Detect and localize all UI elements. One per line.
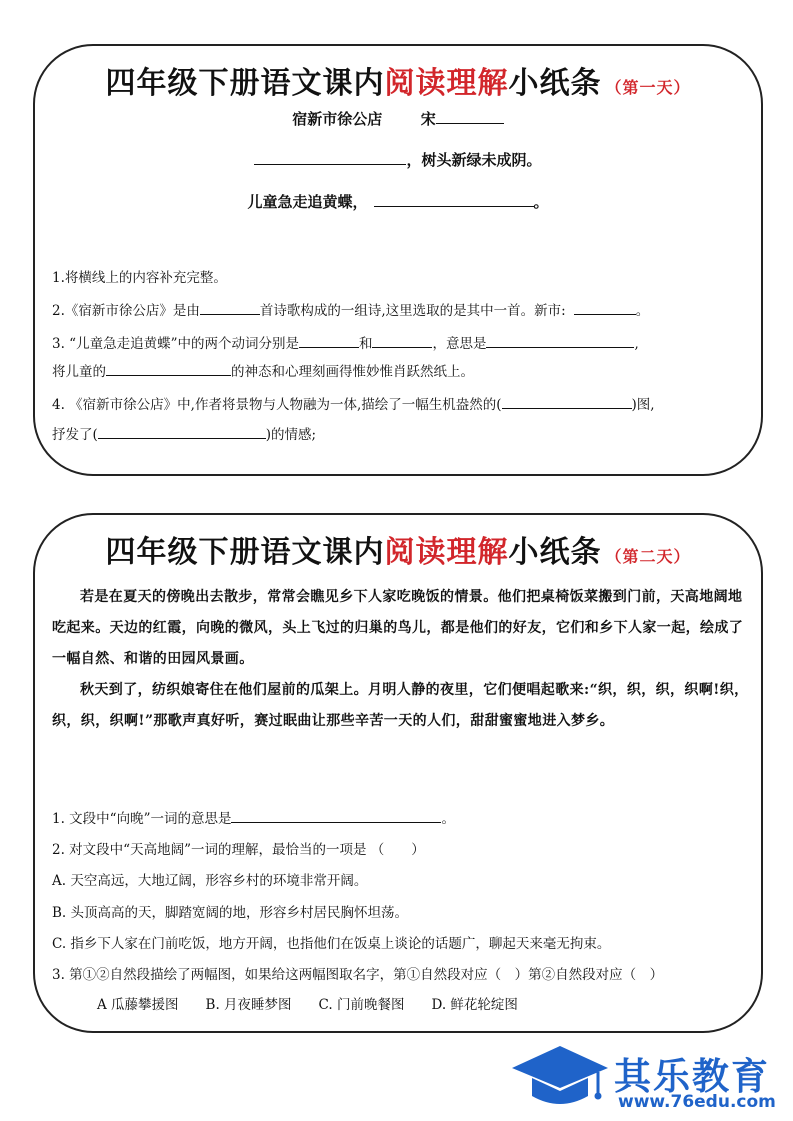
question-4	[52, 393, 747, 413]
passage-paragraph-2: 秋天到了，纺织娘寄住在他们屋前的瓜架上。月明人静的夜里，它们便唱起歌来:“织，织，织，织啊!织，织，织，织啊!”那歌声真好听，赛过眠曲让那些辛苦一天的人们，甜甜蜜蜜地进入梦乡。	[52, 682, 749, 729]
option-c: C. 指乡下人家在门前吃饭，地方开阔，也指他们在饭桌上谈论的话题广，聊起天来毫无拘束。	[52, 936, 611, 952]
poem-line-2	[35, 191, 761, 212]
q4-blank-2[interactable]	[98, 424, 266, 439]
poem-line-2-end: 。	[533, 193, 549, 211]
question-4-line-2	[52, 423, 747, 443]
brand-url: www.76edu.com	[618, 1092, 776, 1112]
q4-line2-text-b: )的情感;	[265, 427, 317, 443]
card2-title	[35, 527, 761, 571]
title-highlight: 阅读理解	[384, 535, 509, 570]
q2-text-a: 2.《宿新市徐公店》是由	[52, 303, 200, 319]
q3-blank-2[interactable]	[372, 333, 432, 348]
q3-text-a: 3. “儿童急走追黄蝶”中的两个动词分别是	[52, 336, 299, 352]
question-2: 2. 对文段中“天高地阔”一词的理解，最恰当的一项是 （ ）	[52, 842, 425, 858]
q3-text-b: 和	[358, 336, 373, 352]
q4-line2-text-a: 抒发了(	[52, 427, 98, 443]
brand-name: 其乐教育	[614, 1055, 770, 1098]
q2-blank-2[interactable]	[574, 300, 636, 315]
q4-text-a: 4. 《宿新市徐公店》中,作者将景物与人物融为一体,描绘了一幅生机盎然的(	[52, 397, 502, 413]
option-a: A. 天空高远，大地辽阔，形容乡村的环境非常开阔。	[52, 873, 368, 889]
q3-text-d: ,	[634, 336, 639, 352]
poem-line-1	[35, 149, 761, 170]
q2-text-c: 。	[635, 303, 650, 319]
question-2	[52, 299, 747, 319]
title-text-end: 小纸条	[508, 66, 602, 101]
poem-heading	[35, 108, 761, 129]
passage-paragraph-1: 若是在夏天的傍晚出去散步，常常会瞧见乡下人家吃晚饭的情景。他们把桌椅饭菜搬到门前，天高地阔地吃起来。天边的红霞，向晚的微风，头上飞过的归巢的鸟儿，都是他们的好友，它们和乡下人家一起，绘成了一幅自然、和谐的田园风景画。	[52, 589, 744, 667]
q2-blank-1[interactable]	[200, 300, 260, 315]
question-3-line-2	[52, 360, 747, 380]
question-3: 3. 第①②自然段描绘了两幅图，如果给这两幅图取名字，第①自然段对应（ ）第②自然段对应（ ）	[52, 967, 664, 983]
q3-blank-4[interactable]	[106, 361, 231, 376]
graduation-cap-icon	[510, 1042, 610, 1112]
title-day: （第一天）	[605, 78, 691, 97]
q3-blank-1[interactable]	[299, 333, 359, 348]
q3-line2-text-b: 的神态和心理刻画得惟妙惟肖跃然纸上。	[231, 364, 474, 380]
question-1	[52, 807, 747, 827]
author-blank[interactable]	[436, 109, 504, 124]
title-highlight: 阅读理解	[384, 66, 509, 101]
poem-blank-1[interactable]	[254, 150, 406, 165]
q3-blank-3[interactable]	[486, 333, 634, 348]
worksheet-card-day1	[33, 44, 763, 476]
poem-blank-2[interactable]	[374, 192, 534, 207]
question-3	[52, 332, 747, 352]
question-1: 1.将横线上的内容补充完整。	[52, 270, 227, 286]
title-text-end: 小纸条	[508, 535, 602, 570]
title-day: （第二天）	[605, 547, 691, 566]
q3-line2-text-a: 将儿童的	[52, 364, 106, 380]
q3-text-c: ，意思是	[432, 336, 487, 352]
poem-title: 宿新市徐公店	[292, 110, 383, 128]
card1-title	[35, 58, 761, 102]
q4-text-b: )图,	[631, 397, 655, 413]
poem-line-1-text: ，树头新绿未成阴。	[406, 151, 542, 169]
poem-author: 宋	[420, 110, 436, 128]
q4-blank-1[interactable]	[502, 394, 632, 409]
q1-blank[interactable]	[231, 808, 441, 823]
q1-text-b: 。	[441, 811, 455, 827]
q2-text-b: 首诗歌构成的一组诗,这里选取的是其中一首。新市:	[259, 303, 566, 319]
brand-logo	[510, 1040, 793, 1121]
question-3-options: A 瓜藤攀援图 B. 月夜睡梦图 C. 门前晚餐图 D. 鲜花轮绽图	[97, 997, 518, 1013]
q1-text-a: 1. 文段中“向晚”一词的意思是	[52, 811, 232, 827]
option-b: B. 头顶高高的天，脚踏宽阔的地，形容乡村居民胸怀坦荡。	[52, 905, 409, 921]
title-text: 四年级下册语文课内	[105, 535, 385, 570]
worksheet-card-day2	[33, 513, 763, 1033]
title-text: 四年级下册语文课内	[105, 66, 385, 101]
poem-line-2-text: 儿童急走追黄蝶，	[247, 193, 368, 211]
